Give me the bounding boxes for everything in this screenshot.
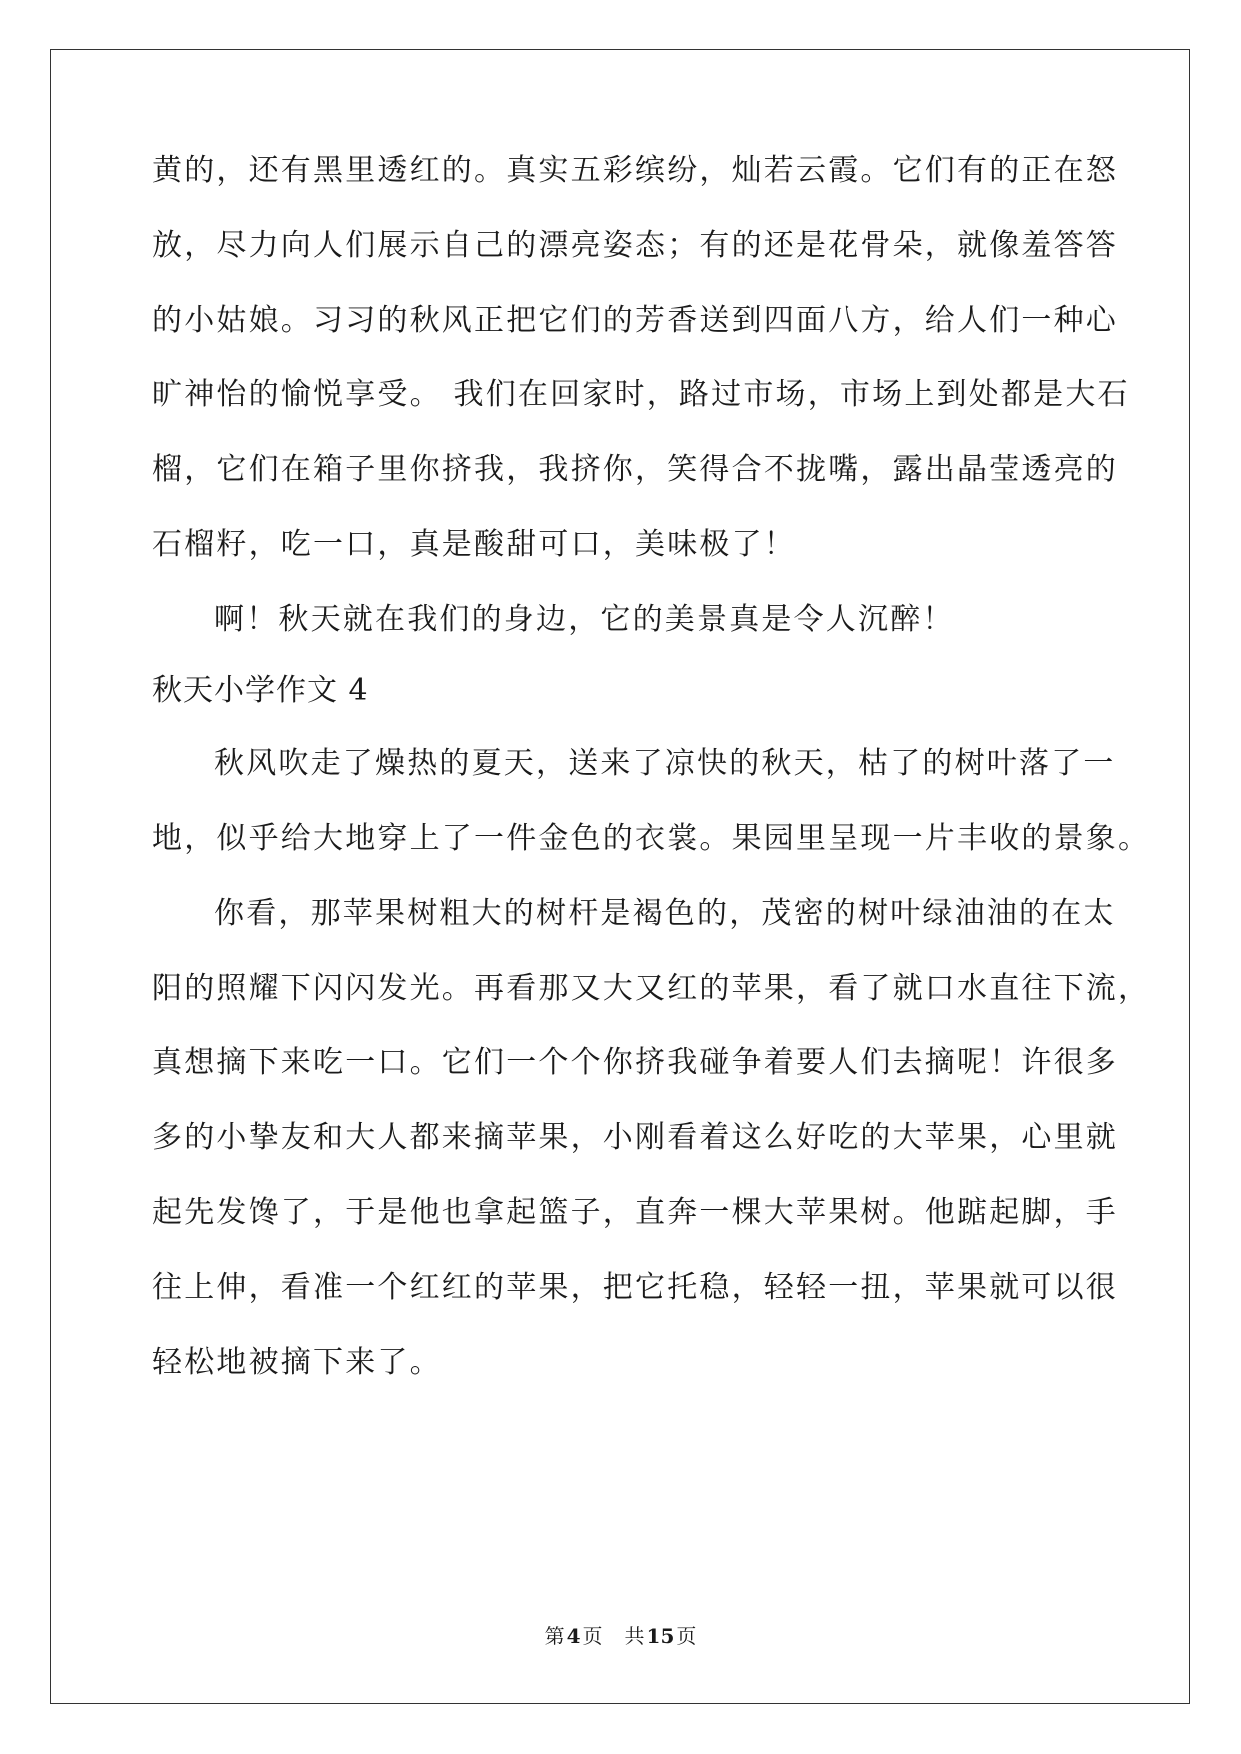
body-line: 旷神怡的愉悦享受。 我们在回家时，路过市场，市场上到处都是大石 xyxy=(152,377,1130,412)
body-line: 黄的，还有黑里透红的。真实五彩缤纷，灿若云霞。它们有的正在怒 xyxy=(152,153,1118,188)
body-line: 啊！秋天就在我们的身边，它的美景真是令人沉醉！ xyxy=(214,602,955,637)
page-footer xyxy=(0,1622,1241,1650)
body-line: 轻松地被摘下来了。 xyxy=(152,1345,442,1380)
body-line: 石榴籽，吃一口，真是酸甜可口，美味极了！ xyxy=(152,527,796,562)
body-line: 起先发馋了，于是他也拿起篮子，直奔一棵大苹果树。他踮起脚，手 xyxy=(152,1195,1118,1230)
body-line: 多的小挚友和大人都来摘苹果，小刚看着这么好吃的大苹果，心里就 xyxy=(152,1120,1118,1155)
body-line: 往上伸，看准一个红红的苹果，把它托稳，轻轻一扭，苹果就可以很 xyxy=(152,1270,1118,1305)
body-line: 秋风吹走了燥热的夏天，送来了凉快的秋天，枯了的树叶落了一 xyxy=(214,746,1116,781)
body-line: 放，尽力向人们展示自己的漂亮姿态；有的还是花骨朵，就像羞答答 xyxy=(152,228,1118,263)
body-line: 你看，那苹果树粗大的树杆是褐色的，茂密的树叶绿油油的在太 xyxy=(214,896,1116,931)
body-line: 的小姑娘。习习的秋风正把它们的芳香送到四面八方，给人们一种心 xyxy=(152,303,1118,338)
footer-prefix: 第 xyxy=(544,1624,565,1648)
body-line: 榴，它们在箱子里你挤我，我挤你，笑得合不拢嘴，露出晶莹透亮的 xyxy=(152,452,1118,487)
body-line: 真想摘下来吃一口。它们一个个你挤我碰争着要人们去摘呢！许很多 xyxy=(152,1045,1118,1080)
page-border xyxy=(50,49,1190,1704)
current-page-number: 4 xyxy=(566,1624,581,1648)
body-line: 地，似乎给大地穿上了一件金色的衣裳。果园里呈现一片丰收的景象。 xyxy=(152,821,1151,856)
total-pages-number: 15 xyxy=(646,1624,675,1648)
footer-total-prefix: 共 xyxy=(624,1624,645,1648)
footer-total-unit: 页 xyxy=(676,1624,697,1648)
body-line: 阳的照耀下闪闪发光。再看那又大又红的苹果，看了就口水直往下流， xyxy=(152,971,1151,1006)
section-heading: 秋天小学作文 4 xyxy=(152,673,369,708)
footer-page-unit: 页 xyxy=(582,1624,603,1648)
